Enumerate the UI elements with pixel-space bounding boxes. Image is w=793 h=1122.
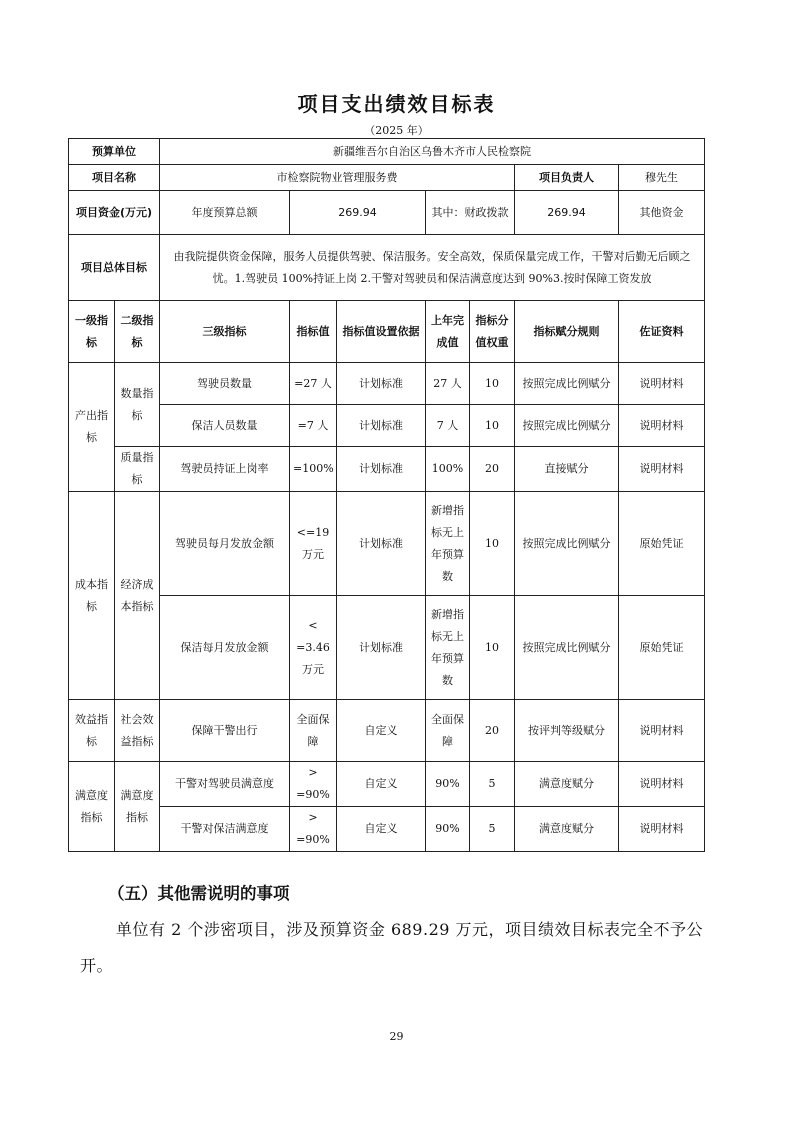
col-header-level1: 一级指标	[69, 301, 115, 363]
fiscal-label: 其中：财政拨款	[426, 191, 515, 235]
group-benefit: 效益指标	[69, 700, 115, 762]
indicator-weight: 10	[470, 405, 515, 447]
indicator-weight: 20	[470, 447, 515, 492]
col-header-basis: 指标值设置依据	[337, 301, 426, 363]
indicator-rule: 按照完成比例赋分	[515, 492, 619, 596]
indicator-evidence: 说明材料	[619, 762, 705, 807]
indicator-prev: 新增指标无上年预算数	[426, 596, 470, 700]
table-row	[69, 700, 705, 762]
col-header-level2: 二级指标	[115, 301, 160, 363]
budget-unit-value: 新疆维吾尔自治区乌鲁木齐市人民检察院	[160, 139, 705, 165]
table-row	[69, 405, 705, 447]
indicator-rule: 按照完成比例赋分	[515, 596, 619, 700]
section-heading: （五）其他需说明的事项	[108, 884, 290, 903]
col-header-level3: 三级指标	[160, 301, 290, 363]
indicator-name: 驾驶员持证上岗率	[160, 447, 290, 492]
indicator-name: 干警对保洁满意度	[160, 807, 290, 852]
table-row	[69, 596, 705, 700]
indicator-name: 保洁人员数量	[160, 405, 290, 447]
indicator-weight: 5	[470, 762, 515, 807]
overall-goal-label: 项目总体目标	[69, 235, 160, 301]
project-name-value: 市检察院物业管理服务费	[160, 165, 515, 191]
indicator-prev: 新增指标无上年预算数	[426, 492, 470, 596]
indicator-weight: 10	[470, 363, 515, 405]
project-funds-label: 项目资金(万元)	[69, 191, 160, 235]
page-number: 29	[389, 1030, 404, 1043]
table-row	[69, 492, 705, 596]
indicator-prev: 90%	[426, 762, 470, 807]
fiscal-value: 269.94	[515, 191, 619, 235]
col-header-weight: 指标分值权重	[470, 301, 515, 363]
indicator-weight: 10	[470, 492, 515, 596]
overall-goal-text: 由我院提供资金保障，服务人员提供驾驶、保洁服务。安全高效，保质保量完成工作，干警对后勤无后顾之忧。1.驾驶员 100%持证上岗 2.干警对驾驶员和保洁满意度达到 90%3.按时保障工资发放	[160, 235, 705, 301]
indicator-value: =7 人	[290, 405, 337, 447]
indicator-prev: 27 人	[426, 363, 470, 405]
indicator-name: 驾驶员数量	[160, 363, 290, 405]
indicator-basis: 计划标准	[337, 447, 426, 492]
performance-table	[68, 138, 705, 852]
group-satisfaction: 满意度指标	[69, 762, 115, 852]
indicator-basis: 计划标准	[337, 405, 426, 447]
group-output: 产出指标	[69, 363, 115, 492]
col-header-prev: 上年完成值	[426, 301, 470, 363]
indicator-evidence: 说明材料	[619, 405, 705, 447]
indicator-basis: 自定义	[337, 700, 426, 762]
indicator-basis: 计划标准	[337, 492, 426, 596]
indicator-weight: 5	[470, 807, 515, 852]
table-row	[69, 762, 705, 807]
indicator-value: 全面保障	[290, 700, 337, 762]
table-row	[69, 363, 705, 405]
section-paragraph: 单位有 2 个涉密项目，涉及预算资金 689.29 万元，项目绩效目标表完全不予公开。	[80, 920, 704, 975]
other-funds-label: 其他资金	[619, 191, 705, 235]
indicator-name: 干警对驾驶员满意度	[160, 762, 290, 807]
indicator-basis: 自定义	[337, 807, 426, 852]
indicator-name: 驾驶员每月发放金额	[160, 492, 290, 596]
indicator-value: < =3.46 万元	[290, 596, 337, 700]
indicator-rule: 按照完成比例赋分	[515, 405, 619, 447]
group-satisfaction2: 满意度指标	[115, 762, 160, 852]
indicator-basis: 自定义	[337, 762, 426, 807]
col-header-value: 指标值	[290, 301, 337, 363]
indicator-weight: 10	[470, 596, 515, 700]
project-owner-label: 项目负责人	[515, 165, 619, 191]
indicator-prev: 7 人	[426, 405, 470, 447]
indicator-value: > =90%	[290, 762, 337, 807]
annual-budget-value: 269.94	[290, 191, 426, 235]
indicator-rule: 按评判等级赋分	[515, 700, 619, 762]
project-name-label: 项目名称	[69, 165, 160, 191]
indicator-rule: 满意度赋分	[515, 762, 619, 807]
group-social: 社会效益指标	[115, 700, 160, 762]
group-quantity: 数量指标	[115, 363, 160, 447]
indicator-evidence: 说明材料	[619, 447, 705, 492]
indicator-evidence: 说明材料	[619, 700, 705, 762]
table-year: （2025 年）	[364, 124, 429, 137]
indicator-weight: 20	[470, 700, 515, 762]
budget-unit-label: 预算单位	[69, 139, 160, 165]
group-cost: 成本指标	[69, 492, 115, 700]
indicator-rule: 按照完成比例赋分	[515, 363, 619, 405]
indicator-basis: 计划标准	[337, 596, 426, 700]
col-header-evidence: 佐证资料	[619, 301, 705, 363]
indicator-name: 保洁每月发放金额	[160, 596, 290, 700]
indicator-value: > =90%	[290, 807, 337, 852]
indicator-rule: 满意度赋分	[515, 807, 619, 852]
indicator-evidence: 说明材料	[619, 363, 705, 405]
indicator-value: =27 人	[290, 363, 337, 405]
group-quality: 质量指标	[115, 447, 160, 492]
indicator-evidence: 说明材料	[619, 807, 705, 852]
indicator-prev: 全面保障	[426, 700, 470, 762]
indicator-evidence: 原始凭证	[619, 596, 705, 700]
table-row	[69, 447, 705, 492]
project-owner-value: 穆先生	[619, 165, 705, 191]
indicator-basis: 计划标准	[337, 363, 426, 405]
indicator-evidence: 原始凭证	[619, 492, 705, 596]
annual-budget-label: 年度预算总额	[160, 191, 290, 235]
col-header-rule: 指标赋分规则	[515, 301, 619, 363]
indicator-name: 保障干警出行	[160, 700, 290, 762]
indicator-value: =100%	[290, 447, 337, 492]
indicator-value: <=19 万元	[290, 492, 337, 596]
indicator-rule: 直接赋分	[515, 447, 619, 492]
indicator-prev: 100%	[426, 447, 470, 492]
indicator-prev: 90%	[426, 807, 470, 852]
group-econ-cost: 经济成本指标	[115, 492, 160, 700]
page-title: 项目支出绩效目标表	[297, 92, 496, 116]
table-row	[69, 807, 705, 852]
